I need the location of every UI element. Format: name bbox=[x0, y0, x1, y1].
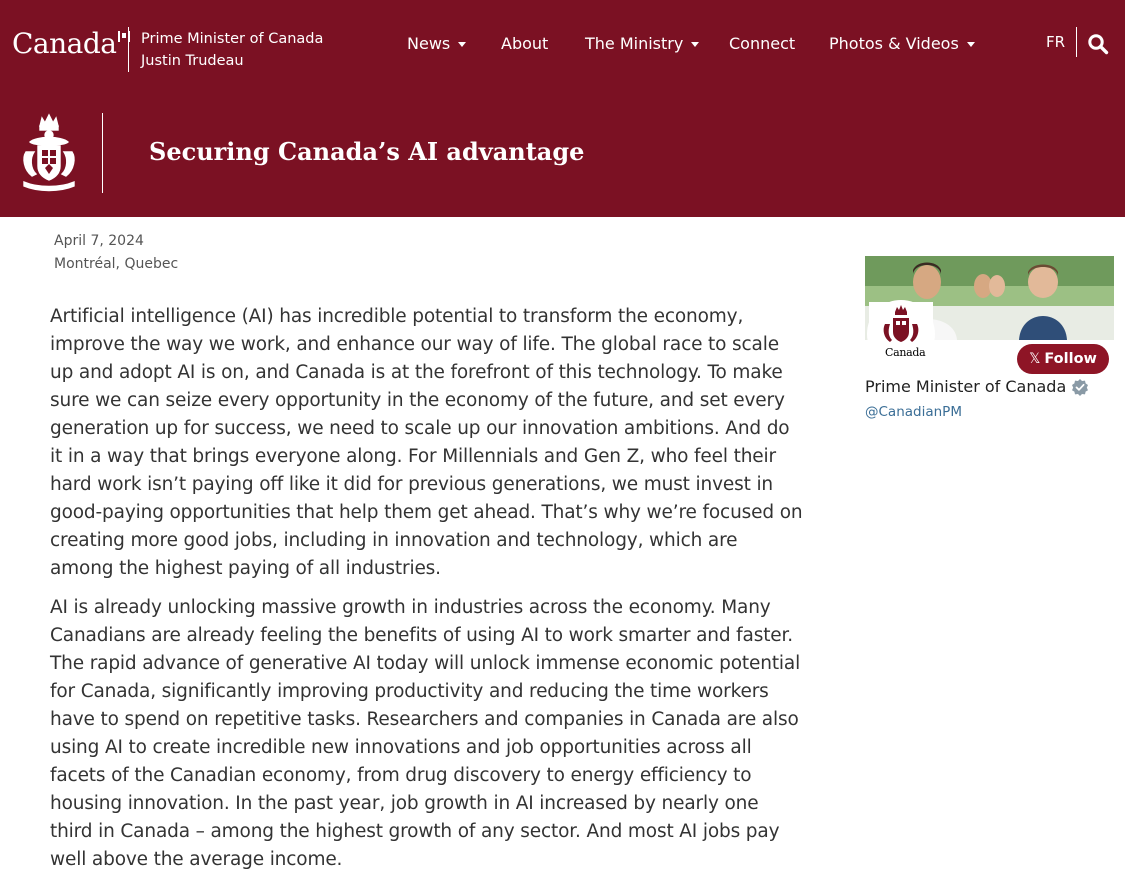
site-brand[interactable] bbox=[141, 28, 323, 72]
brand-divider bbox=[128, 27, 129, 72]
follow-button[interactable] bbox=[1017, 344, 1109, 374]
article-date: April 7, 2024 bbox=[54, 233, 144, 249]
nav-item-connect[interactable] bbox=[729, 34, 795, 53]
article-body bbox=[50, 303, 805, 885]
search-icon[interactable] bbox=[1087, 33, 1109, 55]
nav-item-photos-videos[interactable] bbox=[829, 34, 975, 53]
x-logo-icon: 𝕏 bbox=[1029, 351, 1041, 367]
nav-item-label: Photos & Videos bbox=[829, 34, 959, 53]
account-handle-link[interactable]: @CanadianPM bbox=[865, 404, 962, 420]
follow-label: Follow bbox=[1044, 351, 1097, 367]
caret-down-icon bbox=[458, 42, 466, 47]
avatar-wordmark: Canada bbox=[885, 346, 926, 359]
caret-down-icon bbox=[967, 42, 975, 47]
coat-of-arms-icon bbox=[18, 112, 80, 194]
page-title: Securing Canada’s AI advantage bbox=[149, 137, 585, 166]
caret-down-icon bbox=[691, 42, 699, 47]
crest-divider bbox=[102, 113, 103, 193]
brand-line-name: Justin Trudeau bbox=[141, 53, 244, 69]
profile-avatar[interactable] bbox=[867, 300, 935, 368]
nav-item-label: News bbox=[407, 34, 451, 53]
lang-divider bbox=[1076, 27, 1077, 57]
nav-item-label: The Ministry bbox=[585, 34, 684, 53]
language-toggle[interactable]: FR bbox=[1046, 33, 1066, 51]
nav-item-news[interactable] bbox=[407, 34, 466, 53]
verified-badge-icon bbox=[1071, 378, 1089, 396]
article-paragraph: Artificial intelligence (AI) has incredible potential to transform the economy, improve the way we work, and enhance our way of life. The global race to scale up and adopt AI is on, and Canada is at the forefront of this technology. To make sure we can seize every opportunity in the economy of the future, and set every generation up for success, we need to scale up our innovation ambitions. And do it in a way that brings everyone along. For Millennials and Gen Z, who feel their hard work isn’t paying off like it did for previous generations, we must invest in good-paying opportunities that help them get ahead. That’s why we’re focused on creating more good jobs, including in innovation and technology, which are among the highest paying of all industries. bbox=[50, 306, 803, 579]
nav-item-label: Connect bbox=[729, 34, 796, 53]
wordmark-text: Canada bbox=[12, 27, 117, 60]
nav-item-label: About bbox=[501, 34, 549, 53]
brand-line-title: Prime Minister of Canada bbox=[141, 31, 324, 47]
nav-item-ministry[interactable] bbox=[585, 34, 699, 53]
account-name-text: Prime Minister of Canada bbox=[865, 377, 1067, 396]
article-meta bbox=[54, 230, 178, 276]
canada-wordmark-logo[interactable] bbox=[12, 27, 130, 60]
x-profile-card bbox=[865, 256, 1115, 436]
nav-item-about[interactable] bbox=[501, 34, 548, 53]
article-paragraph: AI is already unlocking massive growth in industries across the economy. Many Canadians are already feeling the benefits of using AI to work smarter and faster. The rapid advance of generative AI today will unlock immense economic potential for Canada, significantly improving productivity and reducing the time workers have to spend on repetitive tasks. Researchers and companies in Canada are also using AI to create incredible new innovations and job opportunities across all facets of the Canadian economy, from drug discovery to energy efficiency to housing innovation. In the past year, job growth in AI increased by nearly one third in Canada – among the highest growth of any sector. And most AI jobs pay well above the average income. bbox=[50, 597, 801, 870]
article-location: Montréal, Quebec bbox=[54, 256, 179, 272]
account-name[interactable] bbox=[865, 377, 1089, 396]
site-header bbox=[0, 0, 1125, 217]
